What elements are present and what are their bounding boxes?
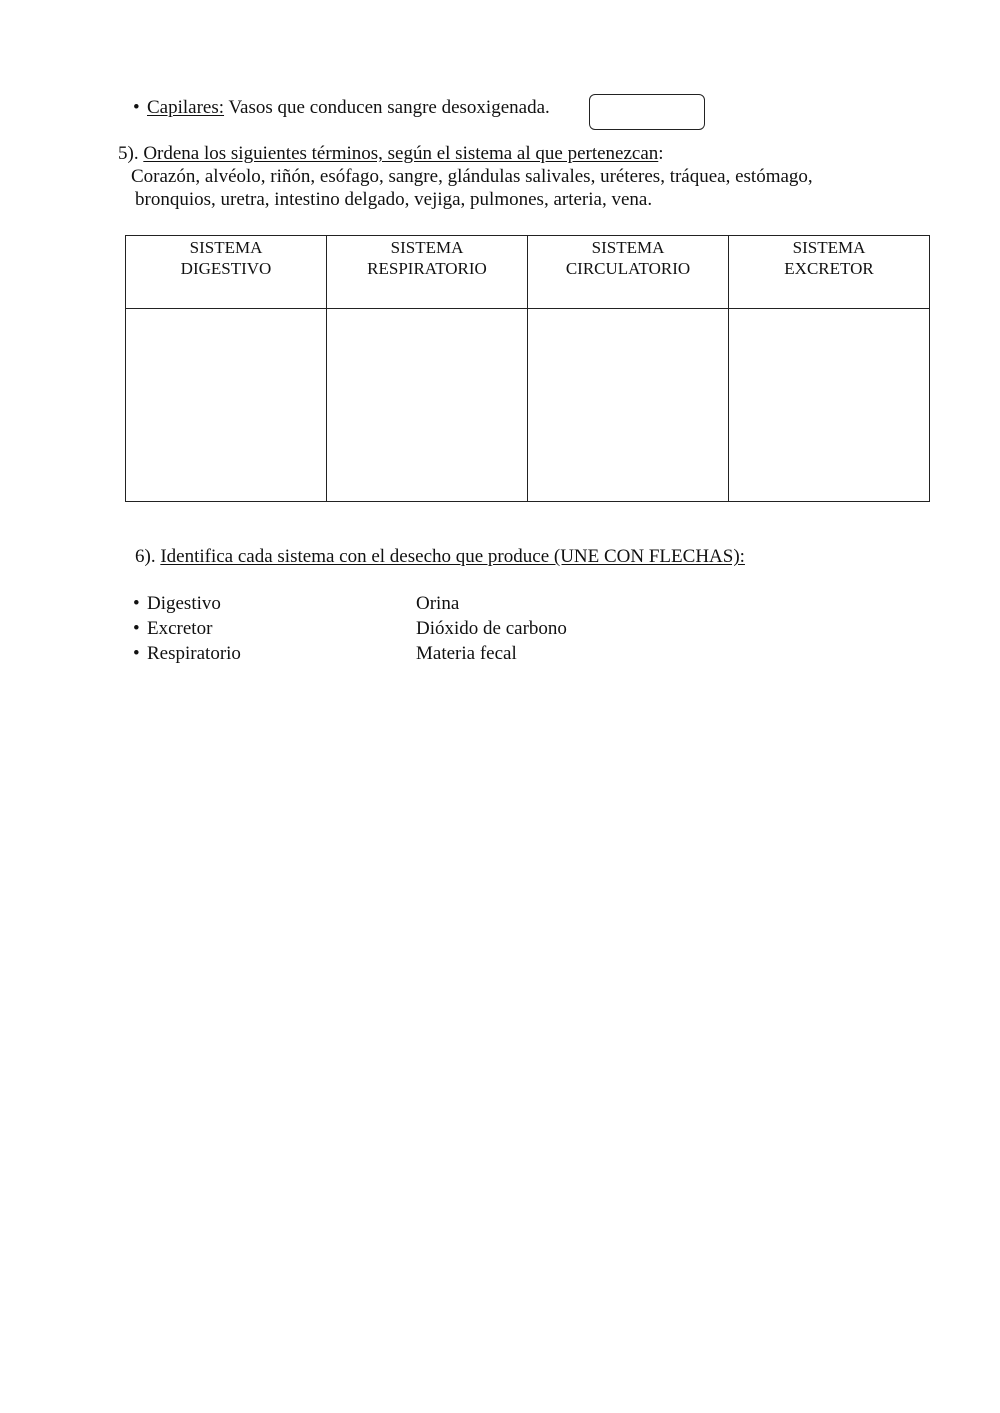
waste-item-dioxido-de-carbono[interactable]: Dióxido de carbono <box>416 618 567 639</box>
question-5-colon: : <box>658 143 664 164</box>
bullet: • <box>133 618 140 639</box>
question-6-number: 6). <box>135 546 161 567</box>
bullet: • <box>133 643 140 664</box>
bullet: • <box>133 593 140 614</box>
system-label: Respiratorio <box>147 643 241 664</box>
answer-cell-excretor[interactable] <box>729 309 930 502</box>
waste-item-orina[interactable]: Orina <box>416 593 460 614</box>
header-line: EXCRETOR <box>784 259 874 278</box>
answer-cell-circulatorio[interactable] <box>528 309 729 502</box>
capilares-answer-box[interactable] <box>589 94 705 130</box>
header-line: RESPIRATORIO <box>367 259 487 278</box>
header-line: DIGESTIVO <box>180 259 272 278</box>
question-5-heading <box>118 143 664 165</box>
header-line: SISTEMA <box>591 238 665 257</box>
table-answer-row <box>126 309 930 502</box>
question-5-terms-line-2: bronquios, uretra, intestino delgado, vejiga, pulmones, arteria, vena. <box>135 189 653 210</box>
capilares-definition: Vasos que conducen sangre desoxigenada. <box>224 97 550 118</box>
header-line: SISTEMA <box>792 238 866 257</box>
question-6-instruction: Identifica cada sistema con el desecho que produce (UNE CON FLECHAS): <box>160 546 745 567</box>
header-line: CIRCULATORIO <box>565 259 691 278</box>
question-5-terms-line-1: Corazón, alvéolo, riñón, esófago, sangre, glándulas salivales, uréteres, tráquea, estómago, <box>131 166 813 187</box>
system-item-excretor[interactable] <box>133 618 212 640</box>
bullet: • <box>133 97 140 118</box>
table-header-row <box>126 236 930 309</box>
header-line: SISTEMA <box>189 238 263 257</box>
capilares-term: Capilares: <box>147 97 225 118</box>
capilares-item <box>133 97 550 119</box>
header-respiratorio <box>327 236 528 309</box>
answer-cell-respiratorio[interactable] <box>327 309 528 502</box>
header-line: SISTEMA <box>390 238 464 257</box>
question-5-instruction: Ordena los siguientes términos, según el sistema al que pertenezcan <box>143 143 659 164</box>
answer-cell-digestivo[interactable] <box>126 309 327 502</box>
question-6-heading <box>135 546 745 568</box>
header-excretor <box>729 236 930 309</box>
question-5-number: 5). <box>118 143 144 164</box>
system-item-digestivo[interactable] <box>133 593 221 615</box>
system-label: Digestivo <box>147 593 221 614</box>
system-item-respiratorio[interactable] <box>133 643 241 665</box>
system-label: Excretor <box>147 618 213 639</box>
waste-item-materia-fecal[interactable]: Materia fecal <box>416 643 517 664</box>
systems-table <box>125 235 930 502</box>
header-circulatorio <box>528 236 729 309</box>
header-digestivo <box>126 236 327 309</box>
